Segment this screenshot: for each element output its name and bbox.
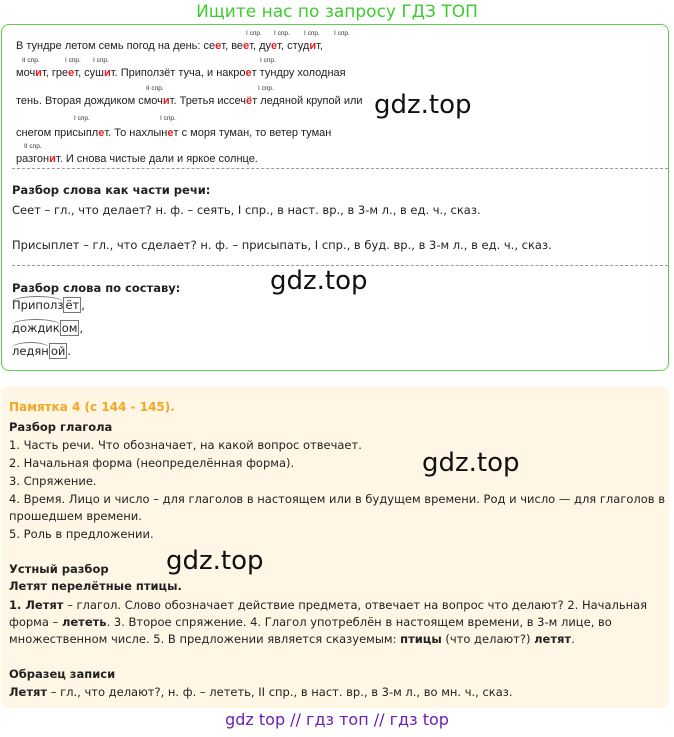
text-line-2: мочит, греет, сушит. Приползёт туча, и накроет тундру холодная [16,67,346,79]
memo-item: 1. Часть речи. Что обозначает, на какой вопрос отвечает. [9,438,362,452]
text-line-5: разгонит. И снова чистые дали и яркое солнце. [16,153,258,165]
watermark: gdz.top [270,266,368,296]
sample-line: Летят – гл., что делают?, н. ф. – лететь, II спр., в наст. вр., в 3-м л., во мн. ч., сказ. [9,685,513,699]
pos-heading: Разбор слова как части речи: [12,183,211,197]
conj-mark: I спр. [93,57,109,64]
conj-mark: I спр. [274,30,290,37]
morpheme-heading: Разбор слова по составу: [12,281,181,295]
memo-item: прошедшем времени. [9,509,142,523]
memo-title: Памятка 4 (с 144 - 145). [9,400,175,414]
conj-mark: I спр. [260,57,276,64]
conj-mark: I спр. [160,115,176,122]
conj-mark: II спр. [24,143,42,150]
oral-heading: Устный разбор [9,562,109,576]
conj-mark: II спр. [22,57,40,64]
watermark: gdz.top [422,448,520,478]
morpheme-word: дождик ом , [12,321,84,335]
memo-item: 4. Время. Лицо и число – для глаголов в настоящем или в будущем времени. Род и число — для глаголов в [9,492,665,506]
memo-item: 3. Спряжение. [9,474,97,488]
text-line-1: В тундре летом семь погод на день: сеет, веет, дует, студит, [16,40,323,52]
morpheme-word: ледян ой . [12,344,71,358]
conj-mark: I спр. [258,85,274,92]
text-line-3: тень. Вторая дождиком смочит. Третья иссечёт ледяной крупой или [16,95,363,107]
divider [12,168,668,169]
sample-heading: Образец записи [9,667,116,681]
conj-mark: I спр. [246,30,262,37]
conj-mark: I спр. [334,30,350,37]
conj-mark: I спр. [65,57,81,64]
answer-card [1,24,669,371]
watermark: gdz.top [374,90,472,120]
morpheme-word: Приполз ёт , [12,298,85,312]
memo-heading: Разбор глагола [9,420,113,434]
memo-card [1,386,669,708]
oral-line: множественном числе. 5. В предложении является сказуемым: птицы (что делают?) летят. [9,632,575,646]
memo-item: 5. Роль в предложении. [9,527,154,541]
oral-line: форма – лететь. 3. Второе спряжение. 4. Глагол употреблён в настоящем времени, в 3-м лице, во [9,615,612,629]
conj-mark: I спр. [304,30,320,37]
pos-line: Присыплет – гл., что сделает? н. ф. – присыпать, I спр., в буд. вр., в 3-м л., в ед. ч., сказ. [12,238,552,252]
oral-sentence: Летят перелётные птицы. [9,579,182,593]
pos-line: Сеет – гл., что делает? н. ф. – сеять, I спр., в наст. вр., в 3-м л., в ед. ч., сказ. [12,203,481,217]
banner: Ищите нас по запросу ГДЗ ТОП [196,2,478,22]
footer: gdz top // гдз топ // гдз top [225,710,449,729]
oral-line: 1. Летят – глагол. Слово обозначает действие предмета, отвечает на вопрос что делают? 2. Начальная [9,598,648,612]
memo-item: 2. Начальная форма (неопределённая форма). [9,456,295,470]
conj-mark: II спр. [146,85,164,92]
conj-mark: I спр. [74,115,90,122]
watermark: gdz.top [166,546,264,576]
text-line-4: снегом присыплет. То нахлынет с моря туман, то ветер туман [16,127,332,139]
